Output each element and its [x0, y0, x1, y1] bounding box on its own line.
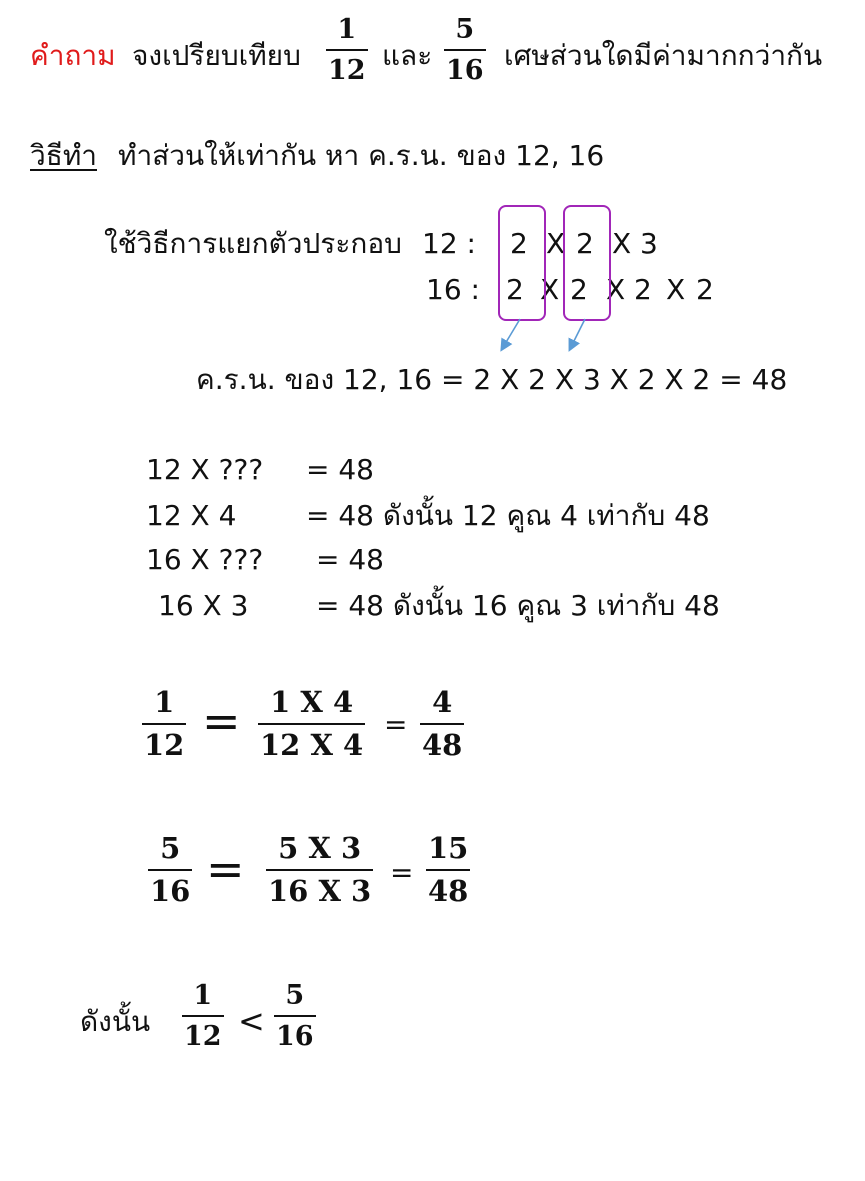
fraction-numerator: 5	[285, 980, 305, 1011]
question-and: และ	[382, 39, 433, 72]
less-than-sign: <	[238, 1002, 265, 1040]
factor-row16-x3: X	[666, 273, 686, 306]
fraction-bar	[426, 869, 470, 871]
fraction-bar	[326, 49, 368, 51]
fraction-bar	[142, 723, 186, 725]
question-label: คำถาม	[30, 39, 116, 72]
eq2-fraction-b	[266, 832, 373, 909]
question-text-before: จงเปรียบเทียบ	[132, 39, 301, 72]
factor-row16-x1: X	[540, 273, 560, 306]
factor-row12-x1: X	[546, 227, 566, 260]
fraction-numerator: 1	[154, 685, 175, 719]
eq1-fraction-a	[142, 686, 186, 763]
fraction-denominator: 12 X 4	[260, 728, 364, 763]
eq1-equals-big: =	[202, 694, 241, 748]
fraction-denominator: 16	[276, 1021, 314, 1053]
fraction-numerator: 15	[428, 831, 469, 865]
factor-row12-f2: 2	[576, 227, 594, 260]
factor-row12-x2: X	[612, 227, 632, 260]
eq2-equals-big: =	[206, 842, 245, 896]
eq2-fraction-a	[148, 832, 192, 909]
factor-row16-f1: 2	[506, 273, 524, 306]
arrow-down-left-2	[570, 319, 585, 349]
fraction-numerator: 5	[160, 831, 181, 865]
factor-row16-f3: 2	[634, 273, 652, 306]
fraction-denominator: 12	[328, 55, 366, 87]
eq2-equals-small: =	[390, 856, 414, 889]
mult-line-3-left: 16 X ???	[146, 543, 264, 576]
fraction-bar	[444, 49, 486, 51]
fraction-bar	[148, 869, 192, 871]
fraction-numerator: 5	[455, 14, 475, 45]
factor-row12-label: 12 :	[422, 227, 476, 260]
fraction-bar	[266, 869, 373, 871]
mult-line-4-right: = 48 ดังนั้น 16 คูณ 3 เท่ากับ 48	[316, 589, 720, 622]
question-text-after: เศษส่วนใดมีค่ามากกว่ากัน	[504, 39, 823, 72]
arrows-svg	[490, 315, 590, 355]
question-fraction-5-16	[444, 14, 486, 86]
fraction-bar	[258, 723, 365, 725]
factor-row16-x2: X	[606, 273, 626, 306]
eq1-fraction-b	[258, 686, 365, 763]
fraction-denominator: 48	[422, 728, 463, 763]
fraction-denominator: 12	[184, 1021, 222, 1053]
factor-row16-f4: 2	[696, 273, 714, 306]
common-factor-box-2	[563, 205, 611, 321]
fraction-numerator: 5 X 3	[278, 831, 362, 865]
mult-line-4-left: 16 X 3	[158, 589, 249, 622]
method-text: ทำส่วนให้เท่ากัน หา ค.ร.น. ของ 12, 16	[118, 139, 605, 172]
common-factor-box-1	[498, 205, 546, 321]
fraction-numerator: 1	[337, 14, 357, 45]
question-fraction-1-12	[326, 14, 368, 86]
arrow-down-left-1	[502, 319, 520, 349]
factor-row12-f1: 2	[510, 227, 528, 260]
mult-line-1-left: 12 X ???	[146, 453, 264, 486]
mult-line-2-right: = 48 ดังนั้น 12 คูณ 4 เท่ากับ 48	[306, 499, 710, 532]
factor-row16-f2: 2	[570, 273, 588, 306]
mult-line-3-right: = 48	[316, 543, 384, 576]
lcm-line: ค.ร.น. ของ 12, 16 = 2 X 2 X 3 X 2 X 2 = 48	[196, 363, 788, 396]
conclusion-label: ดังนั้น	[80, 1005, 151, 1038]
factor-row16-label: 16 :	[426, 273, 480, 306]
method-label: วิธีทำ	[30, 139, 97, 172]
eq1-equals-small: =	[384, 708, 408, 741]
factor-intro: ใช้วิธีการแยกตัวประกอบ	[104, 227, 402, 260]
fraction-bar	[182, 1015, 224, 1017]
fraction-denominator: 16	[446, 55, 484, 87]
fraction-numerator: 1	[193, 980, 213, 1011]
fraction-bar	[420, 723, 464, 725]
fraction-denominator: 16	[150, 874, 191, 909]
conclusion-fraction-b	[274, 980, 316, 1052]
fraction-denominator: 16 X 3	[268, 874, 372, 909]
fraction-numerator: 4	[432, 685, 453, 719]
fraction-denominator: 48	[428, 874, 469, 909]
mult-line-1-right: = 48	[306, 453, 374, 486]
mult-line-2-left: 12 X 4	[146, 499, 237, 532]
eq1-fraction-c	[420, 686, 464, 763]
fraction-denominator: 12	[144, 728, 185, 763]
conclusion-fraction-a	[182, 980, 224, 1052]
eq2-fraction-c	[426, 832, 470, 909]
factor-row12-f3: 3	[640, 227, 658, 260]
fraction-bar	[274, 1015, 316, 1017]
fraction-numerator: 1 X 4	[270, 685, 354, 719]
